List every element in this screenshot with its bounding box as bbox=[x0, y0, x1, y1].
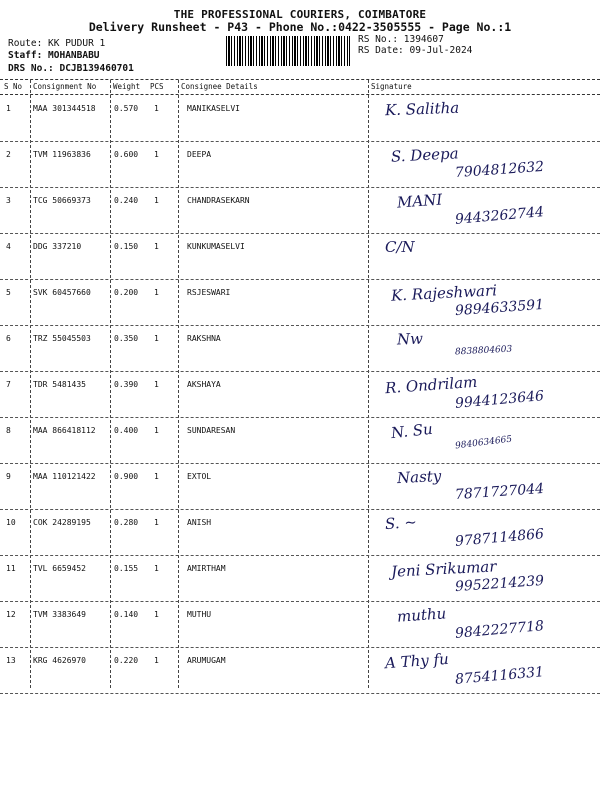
barcode bbox=[226, 36, 350, 66]
row-consignee: SUNDARESAN bbox=[187, 426, 236, 435]
row-pcs: 1 bbox=[154, 610, 159, 619]
row-consignee: RSJESWARI bbox=[187, 288, 231, 297]
signature-phone: 8754116331 bbox=[454, 664, 545, 688]
row-pcs: 1 bbox=[154, 656, 159, 665]
row-pcs: 1 bbox=[154, 472, 159, 481]
row-consignee: AMIRTHAM bbox=[187, 564, 226, 573]
signature-phone: 9894633591 bbox=[454, 296, 545, 320]
row-consignee: MUTHU bbox=[187, 610, 212, 619]
row-consignment-no: KRG 4626970 bbox=[33, 656, 86, 665]
table-row bbox=[0, 280, 600, 326]
col-header-weight: Weight bbox=[113, 82, 141, 91]
table-row bbox=[0, 142, 600, 188]
row-consignee: CHANDRASEKARN bbox=[187, 196, 250, 205]
row-consignment-no: DDG 337210 bbox=[33, 242, 82, 251]
signature-handwriting: MANI bbox=[396, 190, 443, 212]
row-weight: 0.350 bbox=[114, 334, 139, 343]
row-sno: 6 bbox=[6, 334, 11, 343]
row-consignment-no: SVK 60457660 bbox=[33, 288, 91, 297]
row-weight: 0.600 bbox=[114, 150, 139, 159]
rs-date: RS Date: 09-Jul-2024 bbox=[358, 45, 473, 56]
table-row bbox=[0, 234, 600, 280]
row-weight: 0.220 bbox=[114, 656, 139, 665]
signature-handwriting: muthu bbox=[396, 604, 447, 626]
col-header-pcs: PCS bbox=[150, 82, 164, 91]
row-consignment-no: MAA 866418112 bbox=[33, 426, 96, 435]
row-sno: 13 bbox=[6, 656, 16, 665]
row-consignment-no: TVM 11963836 bbox=[33, 150, 91, 159]
row-consignment-no: MAA 110121422 bbox=[33, 472, 96, 481]
row-consignee: ANISH bbox=[187, 518, 212, 527]
col-header-signature: Signature bbox=[371, 82, 412, 91]
row-pcs: 1 bbox=[154, 518, 159, 527]
row-weight: 0.140 bbox=[114, 610, 139, 619]
table-row bbox=[0, 510, 600, 556]
table-row bbox=[0, 372, 600, 418]
route-label: Route: KK PUDUR 1 bbox=[8, 38, 106, 49]
signature-phone: 9944123646 bbox=[454, 388, 545, 412]
row-pcs: 1 bbox=[154, 196, 159, 205]
row-sno: 9 bbox=[6, 472, 11, 481]
row-sno: 3 bbox=[6, 196, 11, 205]
row-consignee: ARUMUGAM bbox=[187, 656, 226, 665]
row-consignment-no: TCG 50669373 bbox=[33, 196, 91, 205]
signature-phone: 9842227718 bbox=[454, 618, 545, 642]
table-row bbox=[0, 96, 600, 142]
table-row bbox=[0, 418, 600, 464]
row-consignee: KUNKUMASELVI bbox=[187, 242, 245, 251]
row-weight: 0.280 bbox=[114, 518, 139, 527]
signature-handwriting: N. Su bbox=[390, 419, 434, 443]
signature-handwriting: Nw bbox=[396, 329, 424, 349]
row-separator bbox=[0, 693, 600, 694]
row-pcs: 1 bbox=[154, 380, 159, 389]
signature-handwriting: K. Salitha bbox=[384, 98, 460, 120]
signature-handwriting: C/N bbox=[385, 238, 415, 256]
row-consignee: AKSHAYA bbox=[187, 380, 221, 389]
row-sno: 8 bbox=[6, 426, 11, 435]
signature-handwriting: R. Ondrilam bbox=[384, 372, 478, 398]
row-weight: 0.150 bbox=[114, 242, 139, 251]
col-header-sno: S No bbox=[4, 82, 23, 91]
row-weight: 0.570 bbox=[114, 104, 139, 113]
row-pcs: 1 bbox=[154, 426, 159, 435]
signature-phone: 7871727044 bbox=[454, 480, 545, 504]
table-row bbox=[0, 556, 600, 602]
row-weight: 0.200 bbox=[114, 288, 139, 297]
rs-number: RS No.: 1394607 bbox=[358, 34, 444, 45]
row-pcs: 1 bbox=[154, 288, 159, 297]
drs-number: DRS No.: DCJB139460701 bbox=[8, 63, 134, 74]
row-pcs: 1 bbox=[154, 334, 159, 343]
col-header-consignee: Consignee Details bbox=[181, 82, 258, 91]
header-rule-top bbox=[0, 79, 600, 80]
row-pcs: 1 bbox=[154, 150, 159, 159]
signature-phone: 8838804603 bbox=[454, 344, 513, 358]
table-row bbox=[0, 602, 600, 648]
signature-handwriting: A Thy fu bbox=[384, 649, 450, 673]
row-consignment-no: COK 24289195 bbox=[33, 518, 91, 527]
signature-phone: 9952214239 bbox=[454, 572, 545, 596]
row-consignee: RAKSHNA bbox=[187, 334, 221, 343]
runsheet-title: Delivery Runsheet - P43 - Phone No.:0422-3505555 - Page No.:1 bbox=[88, 20, 512, 34]
signature-handwriting: K. Rajeshwari bbox=[390, 281, 498, 305]
row-consignment-no: MAA 301344518 bbox=[33, 104, 96, 113]
company-title: THE PROFESSIONAL COURIERS, COIMBATORE bbox=[173, 8, 427, 21]
row-sno: 1 bbox=[6, 104, 11, 113]
row-weight: 0.155 bbox=[114, 564, 139, 573]
row-consignment-no: TVL 6659452 bbox=[33, 564, 86, 573]
staff-label: Staff: MOHANBABU bbox=[8, 50, 100, 61]
row-sno: 12 bbox=[6, 610, 16, 619]
signature-phone: 9840634665 bbox=[454, 434, 513, 452]
row-sno: 5 bbox=[6, 288, 11, 297]
row-weight: 0.400 bbox=[114, 426, 139, 435]
signature-handwriting: S. Deepa bbox=[390, 144, 460, 166]
row-pcs: 1 bbox=[154, 104, 159, 113]
row-consignee: MANIKASELVI bbox=[187, 104, 240, 113]
signature-handwriting: S. ~ bbox=[384, 512, 418, 534]
table-row bbox=[0, 326, 600, 372]
row-sno: 4 bbox=[6, 242, 11, 251]
row-weight: 0.900 bbox=[114, 472, 139, 481]
row-consignee: DEEPA bbox=[187, 150, 212, 159]
row-pcs: 1 bbox=[154, 242, 159, 251]
signature-phone: 9787114866 bbox=[454, 526, 545, 550]
signature-phone: 7904812632 bbox=[454, 158, 545, 182]
signature-handwriting: Nasty bbox=[396, 466, 442, 488]
row-consignment-no: TDR 5481435 bbox=[33, 380, 86, 389]
col-header-consignment: Consignment No bbox=[33, 82, 97, 91]
signature-phone: 9443262744 bbox=[454, 204, 545, 228]
row-weight: 0.240 bbox=[114, 196, 139, 205]
row-sno: 7 bbox=[6, 380, 11, 389]
header-rule-bottom bbox=[0, 94, 600, 95]
row-consignment-no: TVM 3383649 bbox=[33, 610, 86, 619]
row-consignment-no: TRZ 55045503 bbox=[33, 334, 91, 343]
row-consignee: EXTOL bbox=[187, 472, 212, 481]
row-sno: 2 bbox=[6, 150, 11, 159]
signature-handwriting: Jeni Srikumar bbox=[390, 557, 497, 581]
row-pcs: 1 bbox=[154, 564, 159, 573]
table-row bbox=[0, 648, 600, 694]
table-row bbox=[0, 464, 600, 510]
row-sno: 11 bbox=[6, 564, 16, 573]
row-weight: 0.390 bbox=[114, 380, 139, 389]
row-sno: 10 bbox=[6, 518, 16, 527]
table-row bbox=[0, 188, 600, 234]
